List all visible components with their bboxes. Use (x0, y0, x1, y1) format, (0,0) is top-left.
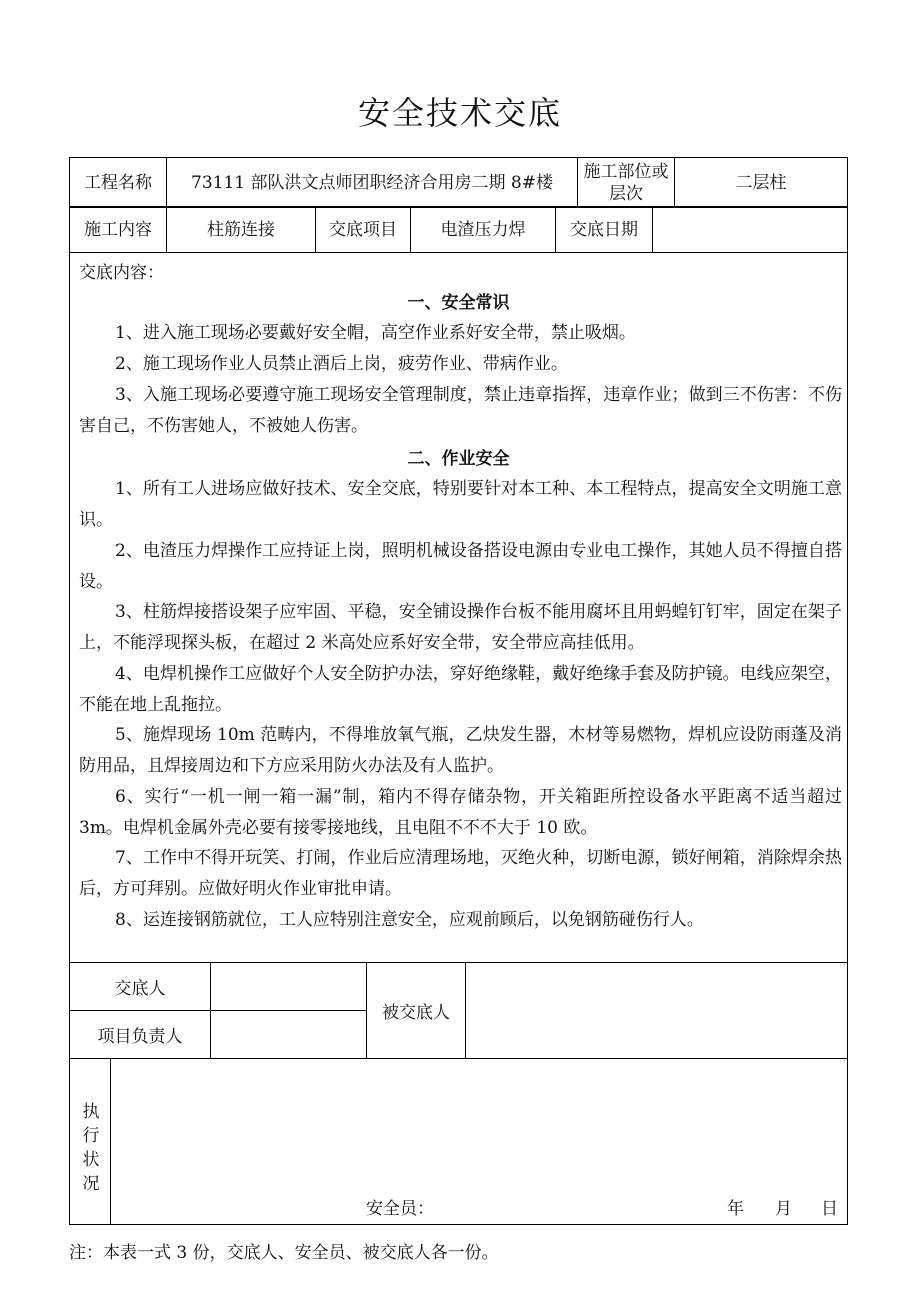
discloser-signature (211, 963, 367, 1011)
list-item: 7、工作中不得开玩笑、打闹，作业后应清理场地，灭绝火种，切断电源，锁好闸箱，消除焊余热后，方可拜别。应做好明火作业审批申请。 (79, 848, 842, 899)
project-name-label: 工程名称 (70, 158, 167, 208)
list-item: 4、电焊机操作工应做好个人安全防护办法，穿好绝缘鞋，戴好绝缘手套及防护镜。电线应架空，不能在地上乱拖拉。 (79, 664, 842, 715)
disclosure-content (69, 252, 848, 962)
execution-label-char: 行 (82, 1126, 100, 1146)
list-item: 3、入施工现场必要遵守施工现场安全管理制度，禁止违章指挥，违章作业；做到三不伤害：不伤害自己，不伤害她人，不被她人伤害。 (79, 385, 842, 436)
year-label: 年 (727, 1199, 744, 1219)
list-item: 3、柱筋焊接搭设架子应牢固、平稳，安全铺设操作台板不能用腐坏且用蚂蝗钉钉牢，固定在架子上，不能浮现探头板，在超过 2 米高处应系好安全带，安全带应高挂低用。 (79, 602, 842, 653)
header-table (69, 157, 848, 208)
document-title: 安全技术交底 (357, 94, 562, 132)
list-item: 1、所有工人进场应做好技术、安全交底，特别要针对本工种、本工程特点，提高安全文明施工意识。 (79, 479, 842, 530)
header-table-row2 (69, 206, 848, 253)
list-item: 8、运连接钢筋就位，工人应特别注意安全，应观前顾后，以免钢筋碰伤行人。 (115, 910, 704, 930)
execution-label-char: 执 (82, 1102, 100, 1122)
work-content-value: 柱筋连接 (167, 207, 316, 253)
list-item: 2、施工现场作业人员禁止酒后上岗，疲劳作业、带病作业。 (115, 354, 568, 374)
signature-table (69, 962, 848, 1059)
work-content-label: 施工内容 (70, 207, 167, 253)
safety-officer-label: 安全员： (366, 1199, 434, 1219)
list-item: 6、实行“一机一闸一箱一漏”制，箱内不得存储杂物，开关箱距所控设备水平距离不适当超过 3m。电焊机金属外壳必要有接零接地线，且电阻不不不大于 10 欧。 (79, 787, 842, 838)
section-heading-safety-knowledge: 一、安全常识 (407, 293, 510, 313)
execution-label-char: 状 (82, 1150, 100, 1170)
location-label: 施工部位或层次 (578, 158, 675, 208)
location-value: 二层柱 (675, 158, 848, 208)
day-label: 日 (821, 1199, 838, 1219)
execution-status-label (70, 1058, 111, 1224)
content-intro: 交底内容： (79, 263, 164, 283)
date-value (653, 207, 848, 253)
month-label: 月 (775, 1199, 792, 1219)
receiver-signature (466, 963, 848, 1059)
discloser-label: 交底人 (70, 963, 211, 1011)
list-item: 2、电渣压力焊操作工应持证上岗，照明机械设备搭设电源由专业电工操作，其她人员不得擅自搭设。 (79, 541, 842, 592)
list-item: 5、施焊现场 10m 范畴内，不得堆放氧气瓶，乙炔发生器，木材等易燃物，焊机应设防雨蓬及消防用品，且焊接周边和下方应采用防火办法及有人监护。 (79, 725, 842, 776)
manager-signature (211, 1011, 367, 1059)
item-label: 交底项目 (316, 207, 411, 253)
project-name-value: 73111 部队洪文点师团职经济合用房二期 8#楼 (167, 158, 578, 208)
date-label: 交底日期 (556, 207, 653, 253)
execution-label-char: 况 (82, 1174, 100, 1194)
list-item: 1、进入施工现场必要戴好安全帽，高空作业系好安全带，禁止吸烟。 (115, 323, 636, 343)
section-heading-work-safety: 二、作业安全 (407, 449, 510, 469)
receiver-label: 被交底人 (367, 963, 466, 1059)
execution-status (69, 1058, 848, 1225)
manager-label: 项目负责人 (70, 1011, 211, 1059)
footnote: 注：本表一式 3 份，交底人、安全员、被交底人各一份。 (69, 1243, 499, 1263)
item-value: 电渣压力焊 (411, 207, 556, 253)
